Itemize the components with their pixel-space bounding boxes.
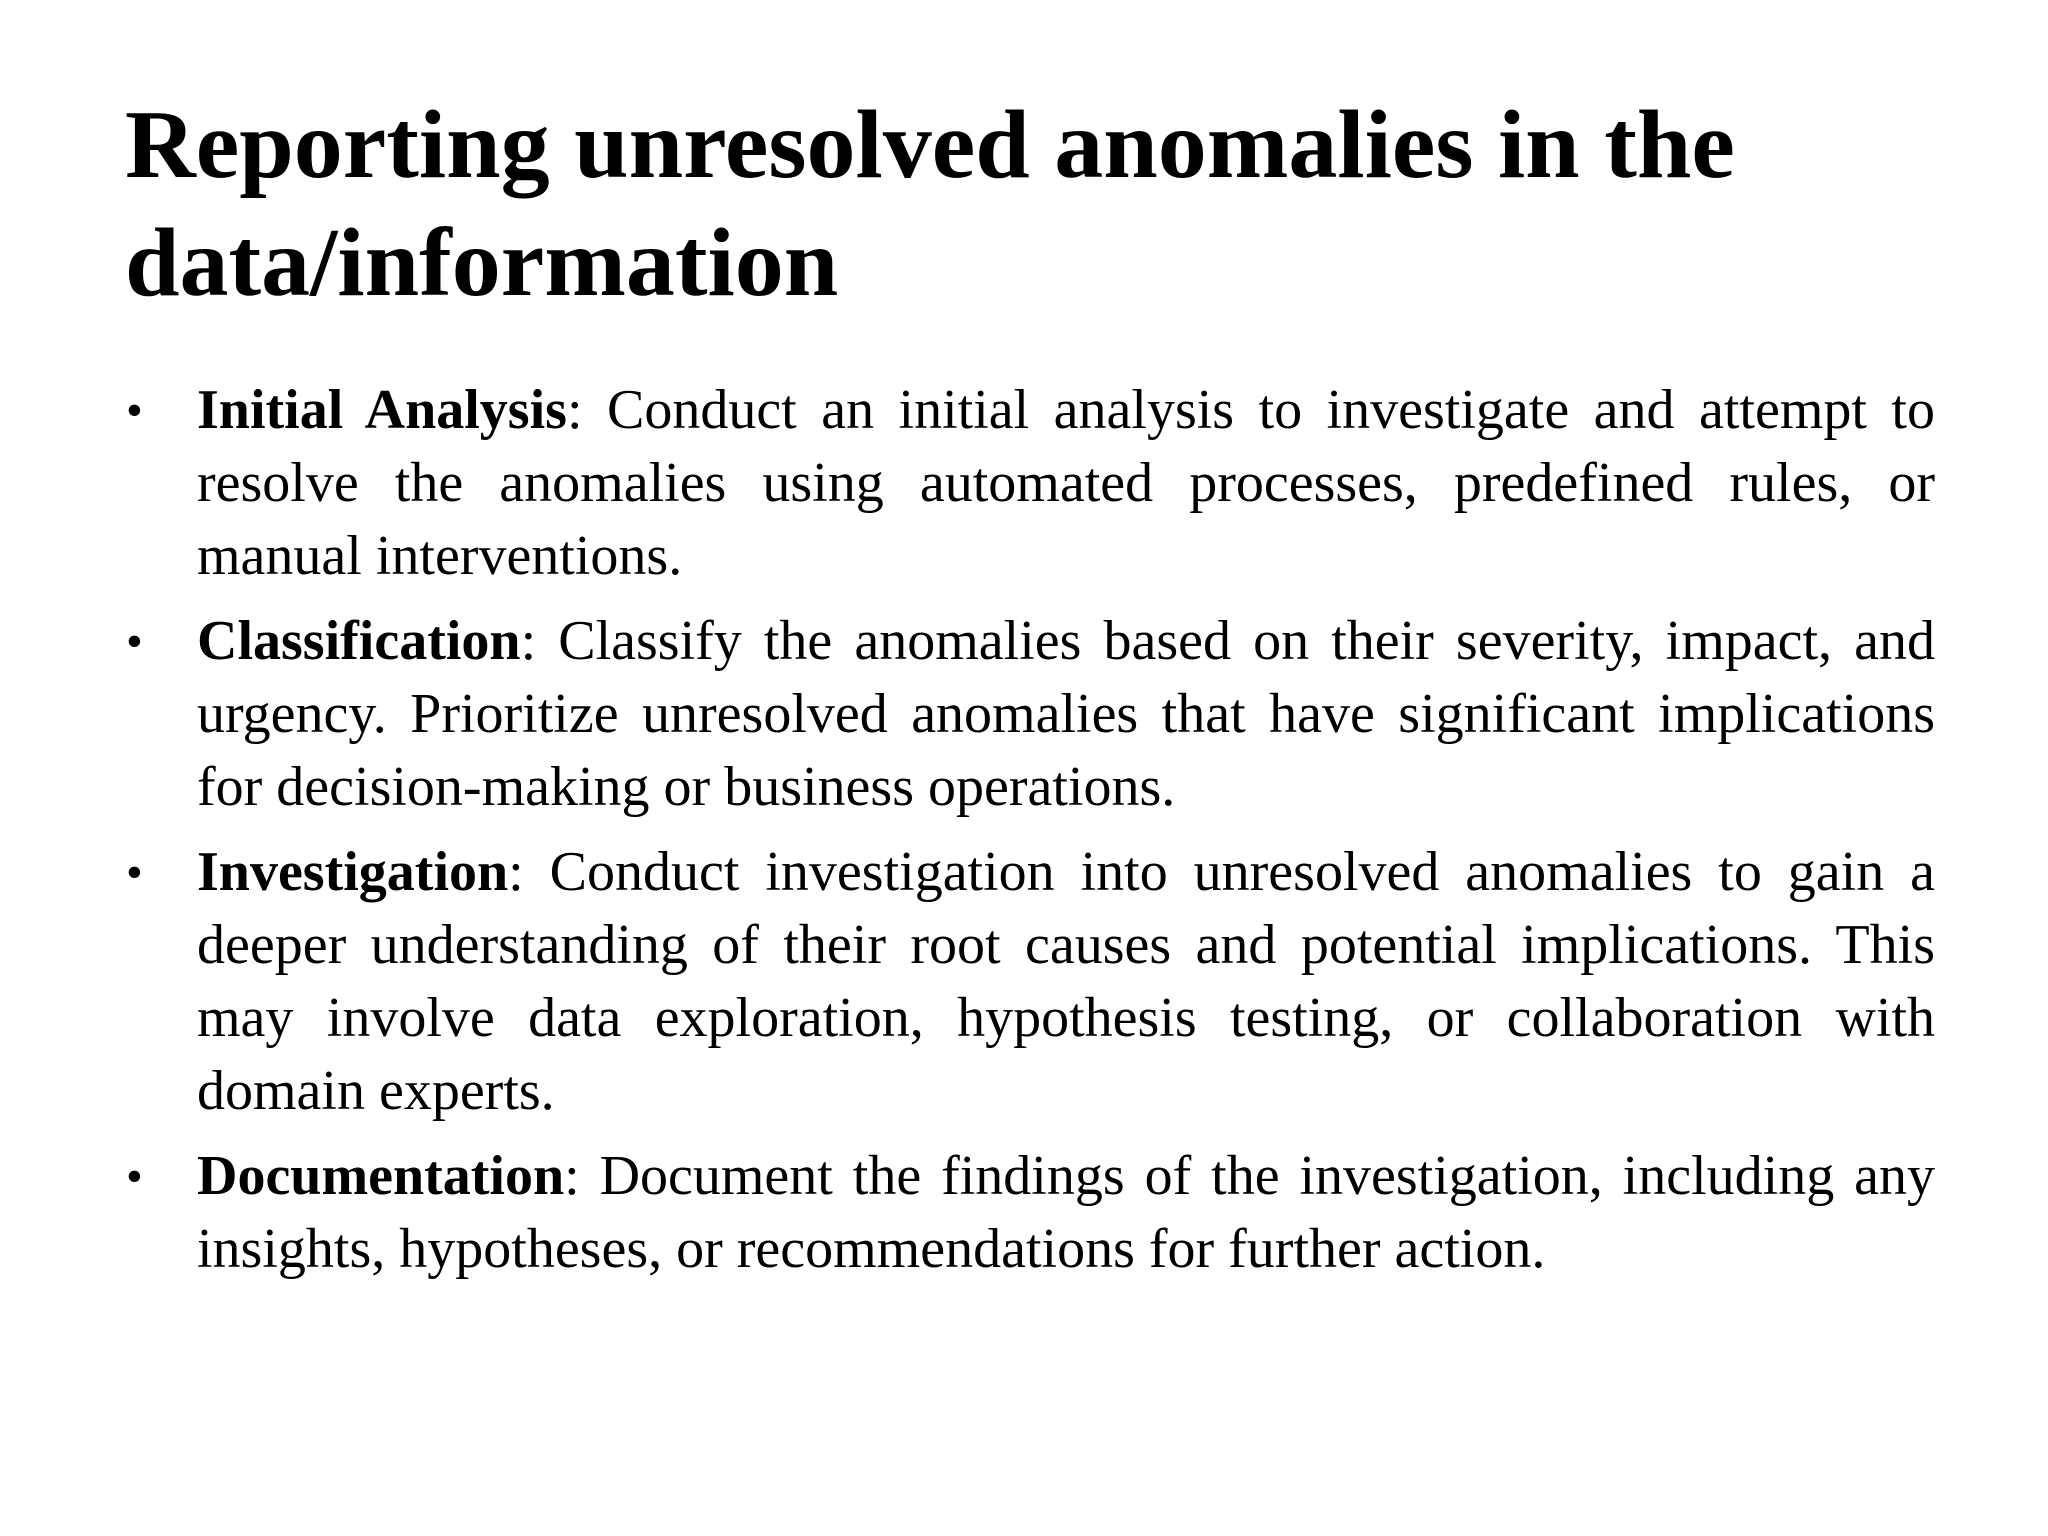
bullet-item-classification: [120, 605, 1935, 824]
bullet-term: Initial Analysis: [197, 379, 567, 441]
bullet-text: Classify the anomalies based on their severity, impact, and urgency. Prioritize unresolved anomalies that have significant implications for decision-making or business operations.: [197, 610, 1935, 818]
bullet-item-initial-analysis: [120, 374, 1935, 593]
bullet-list: [120, 374, 1935, 1298]
bullet-separator: :: [566, 379, 583, 441]
bullet-marker: •: [126, 846, 143, 899]
bullet-text: Conduct investigation into unresolved anomalies to gain a deeper understanding of their root causes and potential implications. This may involve data exploration, hypothesis testing, or collaboration with domain experts.: [197, 841, 1935, 1122]
bullet-marker: •: [126, 1150, 143, 1203]
bullet-marker: •: [126, 384, 143, 437]
bullet-term: Investigation: [197, 841, 509, 903]
bullet-text: Document the findings of the investigation, including any insights, hypotheses, or recommendations for further action.: [197, 1145, 1935, 1280]
bullet-item-documentation: [120, 1140, 1935, 1286]
bullet-separator: :: [564, 1145, 580, 1207]
bullet-separator: :: [508, 841, 524, 903]
slide-title: Reporting unresolved anomalies in the data/information: [125, 91, 1735, 317]
bullet-separator: :: [520, 610, 537, 672]
bullet-item-investigation: [120, 836, 1935, 1128]
bullet-marker: •: [126, 615, 143, 668]
bullet-term: Classification: [197, 610, 521, 672]
bullet-text: Conduct an initial analysis to investigate and attempt to resolve the anomalies using automated processes, predefined rules, or manual interventions.: [197, 379, 1935, 587]
bullet-term: Documentation: [197, 1145, 565, 1207]
